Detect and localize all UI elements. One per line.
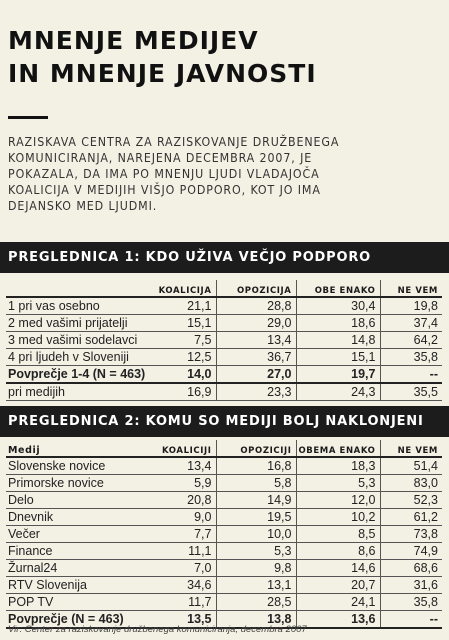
- table2-cell: 8,6: [296, 543, 380, 560]
- table2-row-label: Dnevnik: [6, 509, 136, 526]
- table1-cell: 36,7: [216, 349, 296, 366]
- table1-row-label: 2 med vašimi prijatelji: [6, 315, 136, 332]
- table2-cell: 5,3: [216, 543, 296, 560]
- table1-row-label: pri medijih: [6, 383, 136, 401]
- table2-row-label: Finance: [6, 543, 136, 560]
- table2-cell: 20,8: [136, 492, 216, 509]
- table2-cell: 31,6: [380, 577, 442, 594]
- table1-cell: 14,8: [296, 332, 380, 349]
- table2-cell: 7,0: [136, 560, 216, 577]
- table2-row: [6, 457, 442, 475]
- table2-row-label: POP TV: [6, 594, 136, 611]
- table2-cell: 52,3: [380, 492, 442, 509]
- table1-row: [6, 383, 442, 401]
- table2-row-label: Povprečje (N = 463): [6, 611, 136, 629]
- table2-cell: 18,3: [296, 457, 380, 475]
- table1-row-label: 3 med vašimi sodelavci: [8, 333, 138, 347]
- table1-cell: 35,5: [380, 383, 442, 401]
- table1-cell: 19,7: [296, 366, 380, 384]
- table2-cell: 11,1: [136, 543, 216, 560]
- title-line-2: IN MNENJE JAVNOSTI: [8, 59, 317, 88]
- table2-row: [6, 577, 442, 594]
- table2-cell: 9,8: [216, 560, 296, 577]
- table1-heading: PREGLEDNICA 1: KDO UŽIVA VEČJO PODPORO: [0, 242, 449, 273]
- table2-row: [6, 509, 442, 526]
- table2-row-label: RTV Slovenija: [6, 577, 136, 594]
- table1-cell: 29,0: [216, 315, 296, 332]
- table2-cell: 83,0: [380, 475, 442, 492]
- table2-cell: 11,7: [136, 594, 216, 611]
- table2-row: [6, 526, 442, 543]
- table2-cell: 28,5: [216, 594, 296, 611]
- table1-cell: 21,1: [136, 297, 216, 315]
- table2-cell: 13,1: [216, 577, 296, 594]
- intro-line: KOMUNICIRANJA, NAREJENA DECEMBRA 2007, JE: [8, 151, 313, 165]
- table1-cell: 27,0: [216, 366, 296, 384]
- table2-cell: 13,5: [136, 611, 216, 629]
- table2-cell: 14,6: [296, 560, 380, 577]
- table1-cell: 15,1: [296, 349, 380, 366]
- table2-col-medij: Medij: [6, 440, 136, 457]
- table2-col-koaliciji: KOALICIJI: [136, 440, 216, 457]
- table2-cell: 61,2: [380, 509, 442, 526]
- table2-cell: 14,9: [216, 492, 296, 509]
- table2-cell: 24,1: [296, 594, 380, 611]
- table2-row-label: Večer: [6, 526, 136, 543]
- table2-col-ne-vem: NE VEM: [380, 440, 442, 457]
- table2-cell: 35,8: [380, 594, 442, 611]
- table1-cell: 12,5: [136, 349, 216, 366]
- intro-line: DEJANSKO MED LJUDMI.: [8, 199, 158, 213]
- table2-cell: 7,7: [136, 526, 216, 543]
- table2-col-opoziciji: OPOZICIJI: [216, 440, 296, 457]
- table2-cell: 5,8: [216, 475, 296, 492]
- table1-col-opozicija: OPOZICIJA: [216, 280, 296, 297]
- table1-cell: 37,4: [380, 315, 442, 332]
- intro-line: RAZISKAVA CENTRA ZA RAZISKOVANJE DRUŽBENEGA: [8, 135, 340, 149]
- table1-row-label: Povprečje 1-4 (N = 463): [8, 367, 146, 381]
- table2-row: [6, 492, 442, 509]
- table1-cell: 64,2: [380, 332, 442, 349]
- table1: [6, 280, 442, 401]
- table2-cell: 73,8: [380, 526, 442, 543]
- table1-cell: 30,4: [296, 297, 380, 315]
- table2-row-label: Delo: [6, 492, 136, 509]
- table1-cell: 16,9: [136, 383, 216, 401]
- table1-cell: 19,8: [380, 297, 442, 315]
- table2-header-row: [6, 440, 442, 457]
- table2-row-label: Žurnal24: [6, 560, 136, 577]
- table1-col-obe-enako: OBE ENAKO: [296, 280, 380, 297]
- title-line-1: MNENJE MEDIJEV: [8, 26, 259, 55]
- table1-row: [6, 332, 442, 349]
- table1-cell: 35,8: [380, 349, 442, 366]
- intro-line: POKAZALA, DA IMA PO MNENJU LJUDI VLADAJOČA: [8, 167, 320, 181]
- table2-cell: 5,3: [296, 475, 380, 492]
- table1-header-row: [6, 280, 442, 297]
- table2-heading: PREGLEDNICA 2: KOMU SO MEDIJI BOLJ NAKLONJENI: [0, 406, 449, 437]
- table2-row-label: Slovenske novice: [6, 457, 136, 475]
- table1-col-label: [6, 280, 136, 297]
- table2-cell: 19,5: [216, 509, 296, 526]
- article-title: [8, 24, 438, 90]
- table2-col-obema-enako: OBEMA ENAKO: [296, 440, 380, 457]
- table2-cell: --: [380, 611, 442, 629]
- source-note: Vir: Center za raziskovanje družbenega komuniciranja, decembra 2007: [8, 624, 307, 635]
- table2-row-label: Primorske novice: [6, 475, 136, 492]
- table2-row: [6, 560, 442, 577]
- table1-row-label: 4 pri ljudeh v Sloveniji: [6, 349, 136, 366]
- table2-cell: 68,6: [380, 560, 442, 577]
- table1-row-label: 1 pri vas osebno: [6, 297, 136, 315]
- table1-cell: 23,3: [216, 383, 296, 401]
- table2-cell: 5,9: [136, 475, 216, 492]
- table2-cell: 10,2: [296, 509, 380, 526]
- table1-row: [6, 315, 442, 332]
- table2-cell: 20,7: [296, 577, 380, 594]
- table2-cell: 13,8: [216, 611, 296, 629]
- table1-cell: 28,8: [216, 297, 296, 315]
- table1-col-koalicija: KOALICIJA: [136, 280, 216, 297]
- title-divider: [8, 116, 48, 119]
- table2-row: [6, 594, 442, 611]
- table1-cell: 13,4: [216, 332, 296, 349]
- table2-cell: 34,6: [136, 577, 216, 594]
- table2-cell: 51,4: [380, 457, 442, 475]
- table1-cell: 24,3: [296, 383, 380, 401]
- table1-cell: 7,5: [136, 332, 216, 349]
- table2-row: [6, 543, 442, 560]
- table2-cell: 9,0: [136, 509, 216, 526]
- table2-cell: 74,9: [380, 543, 442, 560]
- table1-cell: --: [380, 366, 442, 384]
- table2-cell: 16,8: [216, 457, 296, 475]
- table2-cell: 13,6: [296, 611, 380, 629]
- table1-row: [6, 349, 442, 366]
- table1-cell: 18,6: [296, 315, 380, 332]
- intro-line: KOALICIJA V MEDIJIH VIŠJO PODPORO, KOT JO IMA: [8, 183, 321, 197]
- table2-cell: 13,4: [136, 457, 216, 475]
- table1-row: [6, 297, 442, 315]
- table1-col-ne-vem: NE VEM: [380, 280, 442, 297]
- table2-cell: 10,0: [216, 526, 296, 543]
- table1-cell: 14,0: [136, 366, 216, 384]
- table2-cell: 8,5: [296, 526, 380, 543]
- table2: [6, 440, 442, 629]
- table2-row: [6, 475, 442, 492]
- intro-paragraph: [8, 134, 438, 214]
- table2-cell: 12,0: [296, 492, 380, 509]
- table1-row: [6, 366, 442, 384]
- table1-cell: 15,1: [136, 315, 216, 332]
